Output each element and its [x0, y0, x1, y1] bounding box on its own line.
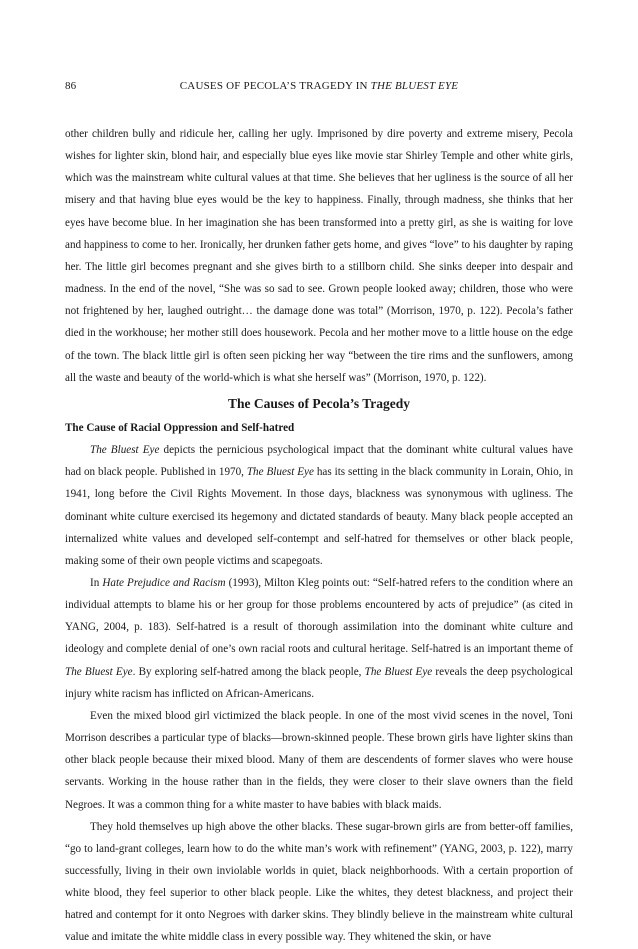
- text-segment: Even the mixed blood girl victimized the black people. In one of the most vivid scenes in the novel, Toni Morrison describes a particular type of blacks—brown-skinned people. These brown girls have lighter skins than other black people because their mixed blood. Many of them are descendents of former slaves who were house servants. Working in the house rather than in the fields, they were closer to their slave owners than the field Negroes. It was a common thing for a white master to have babies with black maids.: [65, 709, 573, 811]
- text-segment: . By exploring self-hatred among the black people,: [132, 665, 365, 678]
- paragraph-bluest-eye-impact: [65, 439, 573, 572]
- running-header-text: CAUSES OF PECOLA’S TRAGEDY IN: [179, 80, 371, 92]
- text-segment: In: [90, 576, 103, 589]
- text-segment: They hold themselves up high above the other blacks. These sugar-brown girls are from better-off families, “go to land-grant colleges, learn how to do the white man’s work with refinement” (YANG, 2003, p. 122), marry successfully, living in their own inviolable worlds in quiet, black neighborhoods. With a certain proportion of white blood, they feel superior to other black people. Like the whites, they detest blackness, and project their hatred and contempt for it onto Negroes with darker skins. They blindly believe in the mainstream white cultural value and imitate the white middle class in every possible way. They whitened the skin, or have: [65, 820, 573, 944]
- paragraph-intro-continued: [65, 123, 573, 389]
- text-segment: depicts the pernicious psychological impact that the dominant white cultural values have had on black people. Published in 1970,: [65, 444, 574, 479]
- running-header-italic: THE BLUEST EYE: [370, 80, 459, 92]
- page-number: 86: [65, 80, 77, 92]
- running-header: [0, 80, 638, 92]
- paragraph-mixed-blood: [65, 705, 573, 816]
- book-title: Hate Prejudice and Racism: [102, 576, 226, 589]
- book-title: The Bluest Eye: [65, 665, 133, 678]
- text-segment: reveals the deep psychological injury white racism has inflicted on African-Americans.: [65, 665, 574, 700]
- subsection-title: The Cause of Racial Oppression and Self-hatred: [65, 421, 295, 434]
- paragraph-sugar-brown-girls: [65, 816, 573, 949]
- text-segment: (1993), Milton Kleg points out: “Self-hatred refers to the condition where an individual attempts to blame his or her group for those problems encountered by acts of prejudice” (as cited in YANG, 2004, p. 183). Self-hatred is a result of thorough assimilation into the dominant white culture and ideology and complete denial of one’s own racial roots and cultural heritage. Self-hatred is an important theme of: [65, 576, 573, 656]
- text-segment: has its setting in the black community in Lorain, Ohio, in 1941, long before the Civil Rights Movement. In those days, blackness was synonymous with ugliness. The dominant white culture exercised its hegemony and dictated standards of beauty. Many black people accepted an internalized white values and developed self-contempt and self-hatred for themselves or other black people, making some of their own people victims and scapegoats.: [65, 466, 574, 567]
- book-title: The Bluest Eye: [90, 444, 160, 457]
- section-title: The Causes of Pecola’s Tragedy: [228, 395, 410, 411]
- article-body: [65, 123, 573, 949]
- book-title: The Bluest Eye: [364, 665, 433, 678]
- paragraph-self-hatred: [65, 572, 573, 705]
- book-title: The Bluest Eye: [246, 466, 314, 479]
- text-segment: other children bully and ridicule her, calling her ugly. Imprisoned by dire poverty and extreme misery, Pecola wishes for lighter skin, blond hair, and especially blue eyes like movie star Shirley Temple and other white girls, which was the mainstream white cultural values at that time. She believes that her ugliness is the source of all her misery and that having blue eyes would be the key to happiness. Finally, through madness, she thinks that her eyes have become blue. In her imagination she has been transformed into a pretty girl, as she is waiting for love and happiness to come to her. Ironically, her drunken father gets home, and gives “love” to his daughter by raping her. The little girl becomes pregnant and she gives birth to a stillborn child. She sinks deeper into despair and madness. In the end of the novel, “She was so sad to see. Grown people looked away; children, those who were not frightened by her, laughed outright… the damage done was total” (Morrison, 1970, p. 122). Pecola’s father died in the workhouse; her mother still does housework. Pecola and her mother move to a little house on the edge of the town. The black little girl is often seen picking her way “between the tire rims and the sunflowers, among all the waste and beauty of the world-which is what she herself was” (Morrison, 1970, p. 122).: [65, 128, 573, 384]
